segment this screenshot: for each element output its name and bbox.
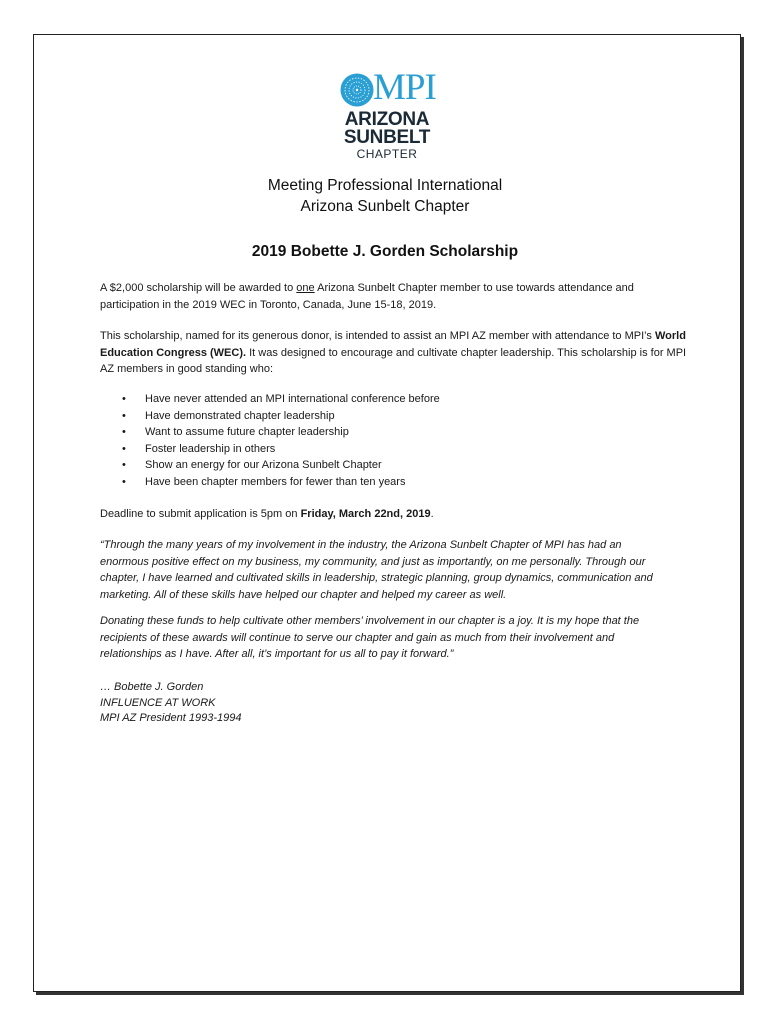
bullet-icon: • [122,393,126,405]
deadline-date: Friday, March 22nd, 2019 [300,508,431,520]
globe-icon [340,73,374,107]
list-item [100,408,660,425]
quote-paragraph-1: “Through the many years of my involvement in the industry, the Arizona Sunbelt Chapter of MPI has had an enormous positive effect on my business, my community, and just as importantly, on me personally. Through our chapter, I have learned and cultivated skills in leadership, strategic planning, group dynamics, communication and marketing. All of these skills have helped our chapter and helped my career as well. [100,539,653,601]
bullet-icon: • [122,409,126,422]
purpose-bold: World Education Congress (WEC). [100,330,686,359]
quote-paragraph-2: Donating these funds to help cultivate other members’ involvement in our chapter is a joy. It is my hope that the recipients of these awards will continue to serve our chapter and gain as much from their involvement and relationships as I have. After all, it’s important for us all to pay it forward.” [100,615,640,660]
signature-name: … Bobette J. Gorden [100,681,204,693]
deadline-paragraph [100,506,690,523]
criteria-text: Have never attended an MPI international conference before [145,393,440,405]
criteria-text: Want to assume future chapter leadership [145,426,349,439]
mpi-arizona-sunbelt-logo [339,67,436,161]
intro-part2: Arizona Sunbelt Chapter member to use towards attendance and participation in the 2019 WEC in Toronto, Canada, June 15-18, 2019. [100,282,634,311]
signature-block [100,680,241,727]
logo-chapter-name [339,111,435,147]
list-item [100,391,660,408]
purpose-part1: This scholarship, named for its generous donor, is intended to assist an MPI AZ member with attendance to MPI’s [100,330,655,342]
deadline-prefix: Deadline to submit application is 5pm on [100,508,301,520]
bullet-icon: • [122,442,126,455]
logo-brand-text: MPI [373,67,436,108]
criteria-list [100,391,660,491]
bullet-icon: • [122,459,126,472]
criteria-text: Have been chapter members for fewer than ten years [145,475,406,488]
list-item [100,457,660,474]
org-name: Meeting Professional International [267,177,503,194]
list-item [100,474,660,491]
chapter-title: Arizona Sunbelt Chapter [300,198,470,215]
criteria-text: Show an energy for our Arizona Sunbelt Chapter [145,459,382,472]
signature-title: MPI AZ President 1993-1994 [100,712,242,724]
bullet-icon: • [122,475,126,488]
list-item [100,441,660,458]
purpose-part2: It was designed to encourage and cultivate chapter leadership. This scholarship is for MPI AZ members in good standing who: [100,346,687,375]
bullet-icon: • [122,426,126,439]
intro-underlined: one [296,282,315,294]
deadline-suffix: . [430,508,434,520]
scholarship-title: 2019 Bobette J. Gorden Scholarship [251,243,519,260]
signature-company: INFLUENCE AT WORK [100,696,216,709]
logo-chapter-line3: CHAPTER [356,147,418,161]
criteria-text: Have demonstrated chapter leadership [145,409,335,422]
intro-part1: A $2,000 scholarship will be awarded to [100,282,297,294]
logo-brand-row [339,67,439,111]
criteria-text: Foster leadership in others [145,442,276,455]
logo-chapter-line1: ARIZONA [344,109,430,130]
logo-chapter-line2: SUNBELT [343,127,431,148]
list-item [100,424,660,441]
intro-paragraph [100,280,690,313]
purpose-paragraph [100,328,690,378]
